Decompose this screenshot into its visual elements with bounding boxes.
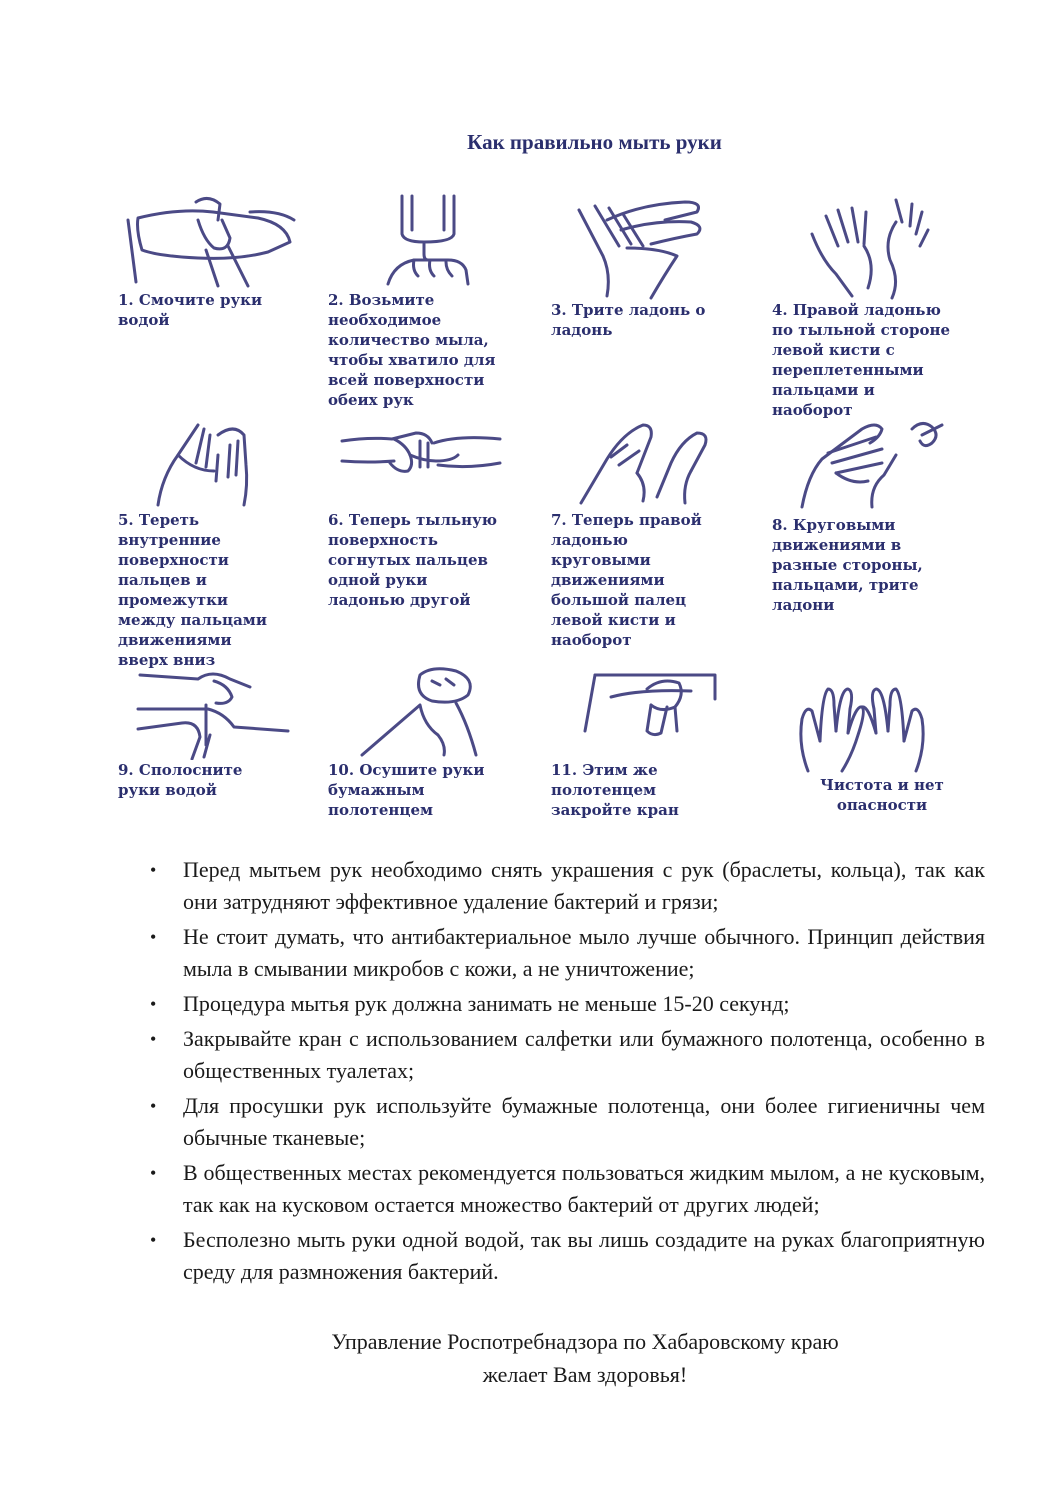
bullet-icon: •	[150, 1096, 157, 1116]
page-title: Как правильно мыть руки	[467, 130, 722, 154]
interlocked-fingers-icon	[328, 415, 508, 510]
soap-dispenser-icon	[328, 190, 508, 290]
step-10	[328, 665, 548, 820]
palm-to-palm-icon	[551, 190, 731, 300]
bullet-icon: •	[150, 1230, 157, 1250]
bullet-icon: •	[150, 1163, 157, 1183]
list-item	[150, 921, 985, 985]
clean-hands-icon	[772, 675, 952, 775]
tip-text: Для просушки рук используйте бумажные полотенца, они более гигиеничны чем обычные тканевые;	[183, 1093, 985, 1150]
list-item	[150, 988, 985, 1020]
step-caption: 11. Этим же полотенцем закройте кран	[551, 761, 679, 819]
interlaced-fingers-icon	[772, 190, 952, 300]
footer-organization: Управление Роспотребнадзора по Хабаровскому краю	[331, 1329, 839, 1354]
thumb-rub-icon	[551, 415, 731, 510]
bullet-icon: •	[150, 927, 157, 947]
tip-text: Бесполезно мыть руки одной водой, так вы лишь создадите на руках благоприятную среду для размножения бактерий.	[183, 1227, 985, 1284]
list-item	[150, 1090, 985, 1154]
bullet-icon: •	[150, 860, 157, 880]
step-caption: 7. Теперь правой ладонью круговыми движениями большой палец левой кисти и наоборот	[551, 511, 702, 649]
step-caption: Чистота и нет опасности	[820, 776, 944, 814]
step-caption: 5. Тереть внутренние поверхности пальцев и промежутки между пальцами движениями вверх вниз	[118, 511, 267, 669]
step-caption: 9. Сполосните руки водой	[118, 761, 243, 799]
step-9	[118, 665, 338, 800]
steps-grid	[118, 190, 998, 830]
close-tap-icon	[551, 665, 731, 760]
step-caption: 8. Круговыми движениями в разные стороны, пальцами, трите ладони	[772, 516, 923, 614]
tip-text: Не стоит думать, что антибактериальное мыло лучше обычного. Принцип действия мыла в смывании микробов с кожи, а не уничтожение;	[183, 924, 985, 981]
step-7	[551, 415, 771, 650]
list-item	[150, 1023, 985, 1087]
step-12	[772, 675, 992, 815]
step-3	[551, 190, 771, 340]
step-1	[118, 190, 338, 330]
step-11	[551, 665, 771, 820]
rinse-hands-icon	[118, 665, 298, 760]
step-2	[328, 190, 548, 410]
tip-text: Перед мытьем рук необходимо снять украшения с рук (браслеты, кольца), так как они затрудняют эффективное удаление бактерий и грязи;	[183, 857, 985, 914]
paper-towel-icon	[328, 665, 508, 760]
tips-list	[150, 854, 985, 1291]
tip-text: Процедура мытья рук должна занимать не меньше 15-20 секунд;	[183, 991, 790, 1016]
step-caption: 10. Осушите руки бумажным полотенцем	[328, 761, 485, 819]
fingertips-rub-icon	[772, 415, 952, 515]
fingers-between-icon	[118, 415, 298, 510]
list-item	[150, 1157, 985, 1221]
step-caption: 2. Возьмите необходимое количество мыла, чтобы хватило для всей поверхности обеих рук	[328, 291, 496, 409]
step-4	[772, 190, 992, 420]
tip-text: Закрывайте кран с использованием салфетки или бумажного полотенца, особенно в общественных туалетах;	[183, 1026, 985, 1083]
tip-text: В общественных местах рекомендуется пользоваться жидким мылом, а не кусковым, так как на кусковом остается множество бактерий от других людей;	[183, 1160, 985, 1217]
list-item	[150, 854, 985, 918]
step-caption: 4. Правой ладонью по тыльной стороне левой кисти с переплетенными пальцами и наоборот	[772, 301, 951, 419]
step-caption: 6. Теперь тыльную поверхность согнутых пальцев одной руки ладонью другой	[328, 511, 498, 609]
hands-under-faucet-icon	[118, 190, 298, 290]
footer-wish: желает Вам здоровья!	[482, 1362, 688, 1387]
step-caption: 1. Смочите руки водой	[118, 291, 263, 329]
step-6	[328, 415, 548, 610]
list-item	[150, 1224, 985, 1288]
step-5	[118, 415, 338, 670]
step-caption: 3. Трите ладонь о ладонь	[551, 301, 706, 339]
bullet-icon: •	[150, 994, 157, 1014]
bullet-icon: •	[150, 1029, 157, 1049]
step-8	[772, 415, 992, 615]
